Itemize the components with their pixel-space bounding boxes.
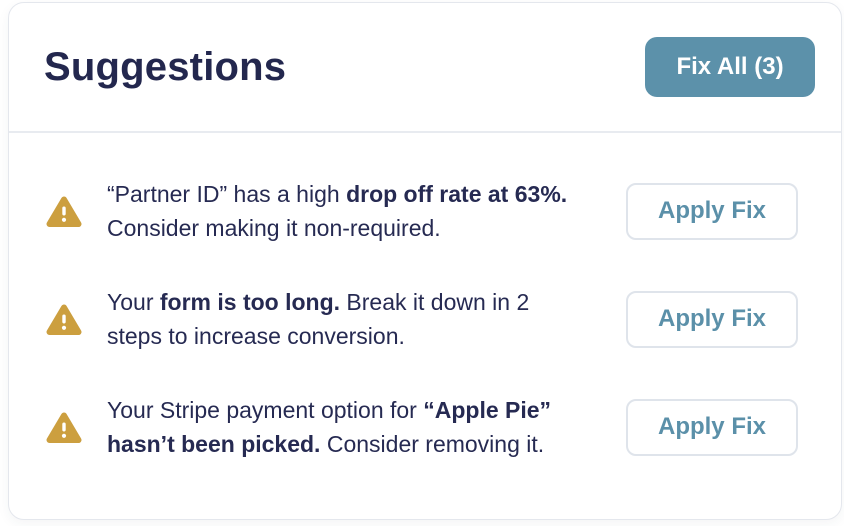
- suggestion-text-post: Consider making it non-required.: [107, 215, 441, 241]
- suggestion-text-pre: Your: [107, 289, 160, 315]
- panel-header: [9, 3, 841, 131]
- suggestion-text-bold: drop off rate at 63%.: [346, 181, 568, 207]
- suggestion-text-post: Consider removing it.: [320, 431, 545, 457]
- suggestion-text: [107, 177, 575, 245]
- suggestion-list: [9, 133, 841, 461]
- page-title: Suggestions: [44, 44, 287, 89]
- suggestion-row-form-length: [46, 285, 798, 353]
- suggestion-text-pre: Your Stripe payment option for: [107, 397, 424, 423]
- suggestion-text: [107, 393, 575, 461]
- apply-fix-button[interactable]: Apply Fix: [626, 291, 798, 348]
- warning-triangle-icon: [46, 303, 82, 336]
- suggestions-panel: [8, 2, 842, 520]
- suggestion-text-post: Break it down in 2 steps to increase conversion.: [107, 289, 530, 349]
- apply-fix-button[interactable]: Apply Fix: [626, 399, 798, 456]
- suggestion-row-partner-id: [46, 177, 798, 245]
- suggestion-text-bold: “Apple Pie” hasn’t been picked.: [107, 397, 552, 457]
- fix-all-button[interactable]: Fix All (3): [645, 37, 815, 97]
- suggestion-row-stripe-option: [46, 393, 798, 461]
- suggestion-text: [107, 285, 575, 353]
- warning-triangle-icon: [46, 411, 82, 444]
- suggestion-text-bold: form is too long.: [159, 289, 341, 315]
- apply-fix-button[interactable]: Apply Fix: [626, 183, 798, 240]
- suggestion-text-pre: “Partner ID” has a high: [107, 181, 347, 207]
- warning-triangle-icon: [46, 195, 82, 228]
